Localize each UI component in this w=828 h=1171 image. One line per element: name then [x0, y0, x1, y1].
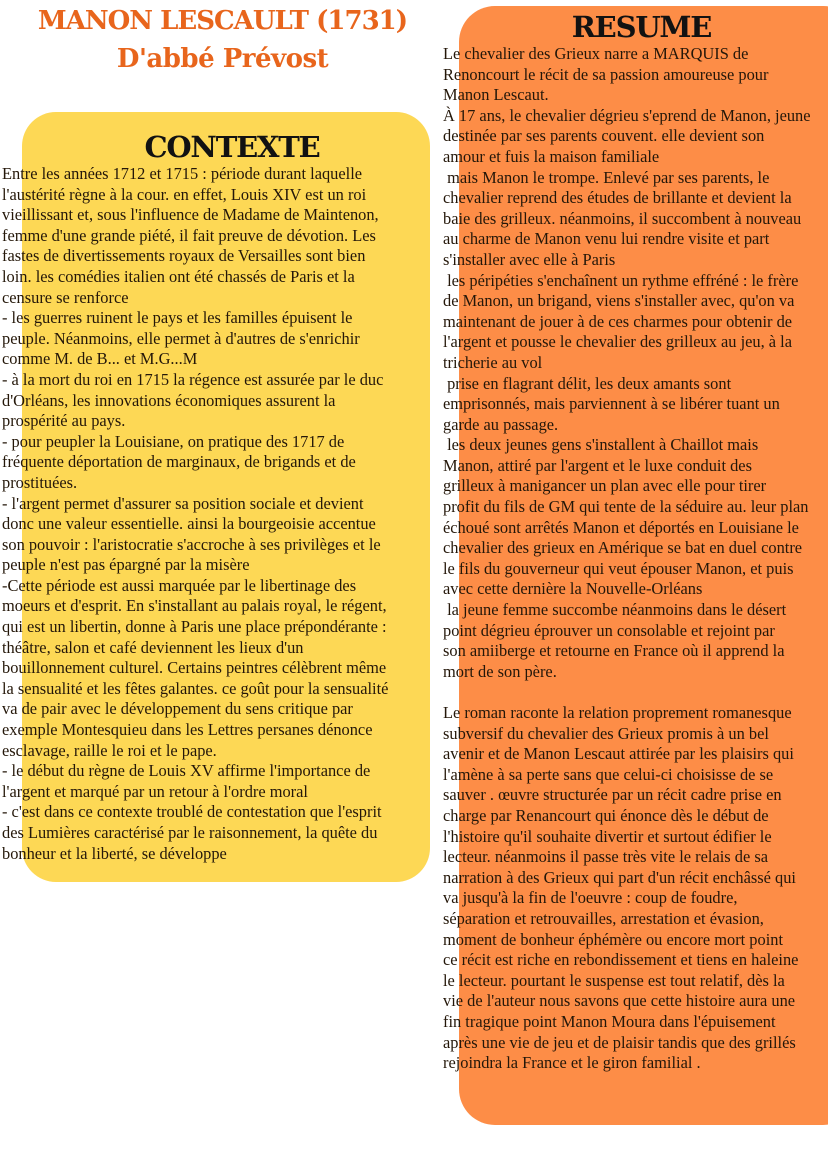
resume-box	[443, 6, 828, 1125]
text-line: baie des grilleux. néanmoins, il succombent à nouveau	[443, 208, 802, 228]
text-line: Manon Lescaut.	[443, 85, 549, 105]
text-line: amour et fuis la maison familiale	[443, 146, 660, 166]
context-body	[2, 164, 430, 864]
text-line: moment de bonheur éphémère ou encore mort point	[443, 929, 783, 949]
text-line: subversif du chevalier des Grieux promis à un bel	[443, 723, 769, 743]
text-line: vie de l'auteur nous savons que cette histoire aura une	[443, 991, 796, 1011]
text-line: exemple Montesquieu dans les Lettres persanes dénonce	[2, 720, 373, 740]
text-line: lecteur. néanmoins il passe très vite le relais de sa	[443, 847, 768, 867]
text-line: emprisonnés, mais parviennent à se libérer tuant un	[443, 394, 780, 414]
text-line: - l'argent permet d'assurer sa position sociale et devient	[2, 493, 364, 513]
text-line: son amiiberge et retourne en France où il apprend la	[443, 641, 785, 661]
resume-paragraph-2	[443, 703, 828, 1074]
text-line: prise en flagrant délit, les deux amants sont	[443, 373, 732, 393]
text-line: peuple. Néanmoins, elle permet à d'autres de s'enrichir	[2, 328, 360, 348]
resume-body	[443, 44, 828, 1074]
text-line: des Lumières caractérisé par le raisonnement, la quête du	[2, 823, 378, 842]
text-line: esclavage, raille le roi et le pape.	[2, 740, 217, 760]
text-line: l'histoire qu'il souhaite divertir et surtout édifier le	[443, 826, 772, 846]
document-author: D'abbé Prévost	[116, 44, 329, 74]
text-line: la sensualité et les fêtes galantes. ce goût pour la sensualité	[2, 678, 389, 698]
text-line: Manon, attiré par l'argent et le luxe conduit des	[443, 455, 752, 475]
text-line: chevalier des grieux en Amérique se bat en duel contre	[443, 538, 803, 558]
text-line: prospérité au pays.	[2, 411, 126, 431]
text-line: Entre les années 1712 et 1715 : période durant laquelle	[2, 164, 363, 183]
text-line: - pour peupler la Louisiane, on pratique des 1717 de	[2, 431, 345, 451]
text-line: point dégrieu éprouver un consolable et rejoint par	[443, 620, 775, 640]
text-line: les deux jeunes gens s'installent à Chaillot mais	[443, 435, 759, 455]
text-line: séparation et retrouvailles, arrestation et évasion,	[443, 908, 764, 928]
text-line: mais Manon le trompe. Enlevé par ses parents, le	[443, 167, 770, 187]
text-line: l'amène à sa perte sans que celui-ci choisisse de se	[443, 764, 774, 784]
text-line: bonheur et la liberté, se développe	[2, 843, 227, 863]
text-line: donc une valeur essentielle. ainsi la bourgeoisie accentue	[2, 514, 376, 534]
text-line: le lecteur. pourtant le suspense est tout relatif, dès la	[443, 970, 785, 990]
document-title-block	[30, 2, 415, 78]
text-line: va jusqu'à la fin de l'oeuvre : coup de foudre,	[443, 888, 738, 908]
text-line: grilleux à manigancer un plan avec elle pour tirer	[443, 476, 767, 496]
text-line: le fils du gouverneur qui veut épouser Manon, et puis	[443, 558, 794, 578]
text-line: fréquente déportation de marginaux, de brigands et de	[2, 452, 356, 472]
text-line: profit du fils de GM qui tente de la séduire au. leur plan	[443, 497, 809, 517]
document-title: MANON LESCAULT (1731)	[37, 6, 408, 36]
text-line: au charme de Manon venu lui rendre visite et part	[443, 229, 770, 249]
text-line: narration à des Grieux qui part d'un récit enchâssé qui	[443, 867, 796, 887]
text-line: va de pair avec le développement du sens critique par	[2, 699, 353, 719]
text-line: de Manon, un brigand, viens s'installer avec, qu'on va	[443, 291, 795, 311]
text-line: s'installer avec elle à Paris	[443, 249, 616, 269]
context-heading: CONTEXTE	[144, 130, 320, 164]
text-line: la jeune femme succombe néanmoins dans le désert	[443, 600, 787, 620]
text-line: -Cette période est aussi marquée par le libertinage des	[2, 575, 357, 595]
text-line: son pouvoir : l'aristocratie s'accroche à ses privilèges et le	[2, 534, 381, 554]
text-line: fastes de divertissements royaux de Versailles sont bien	[2, 246, 366, 266]
text-line: moeurs et d'esprit. En s'installant au palais royal, le régent,	[2, 596, 387, 616]
resume-paragraph-1	[443, 44, 828, 682]
text-line: - c'est dans ce contexte troublé de contestation que l'esprit	[2, 802, 382, 822]
text-line: charge par Renancourt qui énonce dès le début de	[443, 805, 769, 825]
text-line: Renoncourt le récit de sa passion amoureuse pour	[443, 64, 769, 84]
text-line: après une vie de jeu et de plaisir tandis que des grillés	[443, 1032, 796, 1052]
text-line: prostituées.	[2, 472, 78, 492]
resume-heading: RESUME	[571, 10, 712, 44]
text-line: fin tragique point Manon Moura dans l'épuisement	[443, 1011, 776, 1031]
text-line: l'argent et marqué par un retour à l'ordre moral	[2, 781, 308, 801]
text-line: bouillonnement culturel. Certains peintres célèbrent même	[2, 658, 387, 678]
text-line: À 17 ans, le chevalier dégrieu s'eprend de Manon, jeune	[443, 105, 811, 125]
text-line: qui est un libertin, donne à Paris une place prépondérante :	[2, 617, 387, 637]
text-line: d'Orléans, les innovations économiques assurent la	[2, 390, 336, 410]
text-line: ce récit est riche en rebondissement et tiens en haleine	[443, 950, 799, 970]
text-line: théâtre, salon et café deviennent les lieux d'un	[2, 637, 304, 657]
text-line: tricherie au vol	[443, 352, 543, 372]
text-line: comme M. de B... et M.G...M	[2, 349, 198, 369]
text-line: femme d'une grande piété, il fait preuve de dévotion. Les	[2, 225, 376, 245]
text-line: avenir et de Manon Lescaut attirée par les plaisirs qui	[443, 744, 794, 764]
text-line: Le chevalier des Grieux narre a MARQUIS de	[443, 44, 749, 63]
text-line: censure se renforce	[2, 287, 129, 307]
paragraph-spacer	[443, 682, 828, 703]
text-line: rejoindra la France et le giron familial .	[443, 1053, 701, 1073]
text-line: l'argent et pousse le chevalier des grilleux au jeu, à la	[443, 332, 792, 352]
text-line: - les guerres ruinent le pays et les familles épuisent le	[2, 308, 353, 328]
text-line: mort de son père.	[443, 661, 557, 681]
text-line: garde au passage.	[443, 414, 559, 434]
text-line: loin. les comédies italien ont été chassés de Paris et la	[2, 266, 355, 286]
context-box	[2, 112, 430, 882]
text-line: vieillissant et, sous l'influence de Madame de Maintenon,	[2, 205, 379, 225]
text-line: échoué sont arrêtés Manon et déportés en Louisiane le	[443, 517, 799, 537]
text-line: - à la mort du roi en 1715 la régence est assurée par le duc	[2, 369, 384, 389]
text-line: - le début du règne de Louis XV affirme l'importance de	[2, 761, 371, 781]
text-line: sauver . œuvre structurée par un récit cadre prise en	[443, 785, 782, 805]
text-line: peuple n'est pas épargné par la misère	[2, 555, 250, 575]
text-line: destinée par ses parents couvent. elle devient son	[443, 126, 765, 146]
text-line: Le roman raconte la relation proprement romanesque	[443, 703, 792, 722]
text-line: avec cette dernière la Nouvelle-Orléans	[443, 579, 703, 599]
text-line: chevalier reprend des études de brillante et devient la	[443, 188, 792, 208]
text-line: l'austérité règne à la cour. en effet, Louis XIV est un roi	[2, 184, 367, 204]
text-line: les péripéties s'enchaînent un rythme effréné : le frère	[443, 270, 799, 290]
text-line: maintenant de jouer à de ces charmes pour obtenir de	[443, 311, 793, 331]
